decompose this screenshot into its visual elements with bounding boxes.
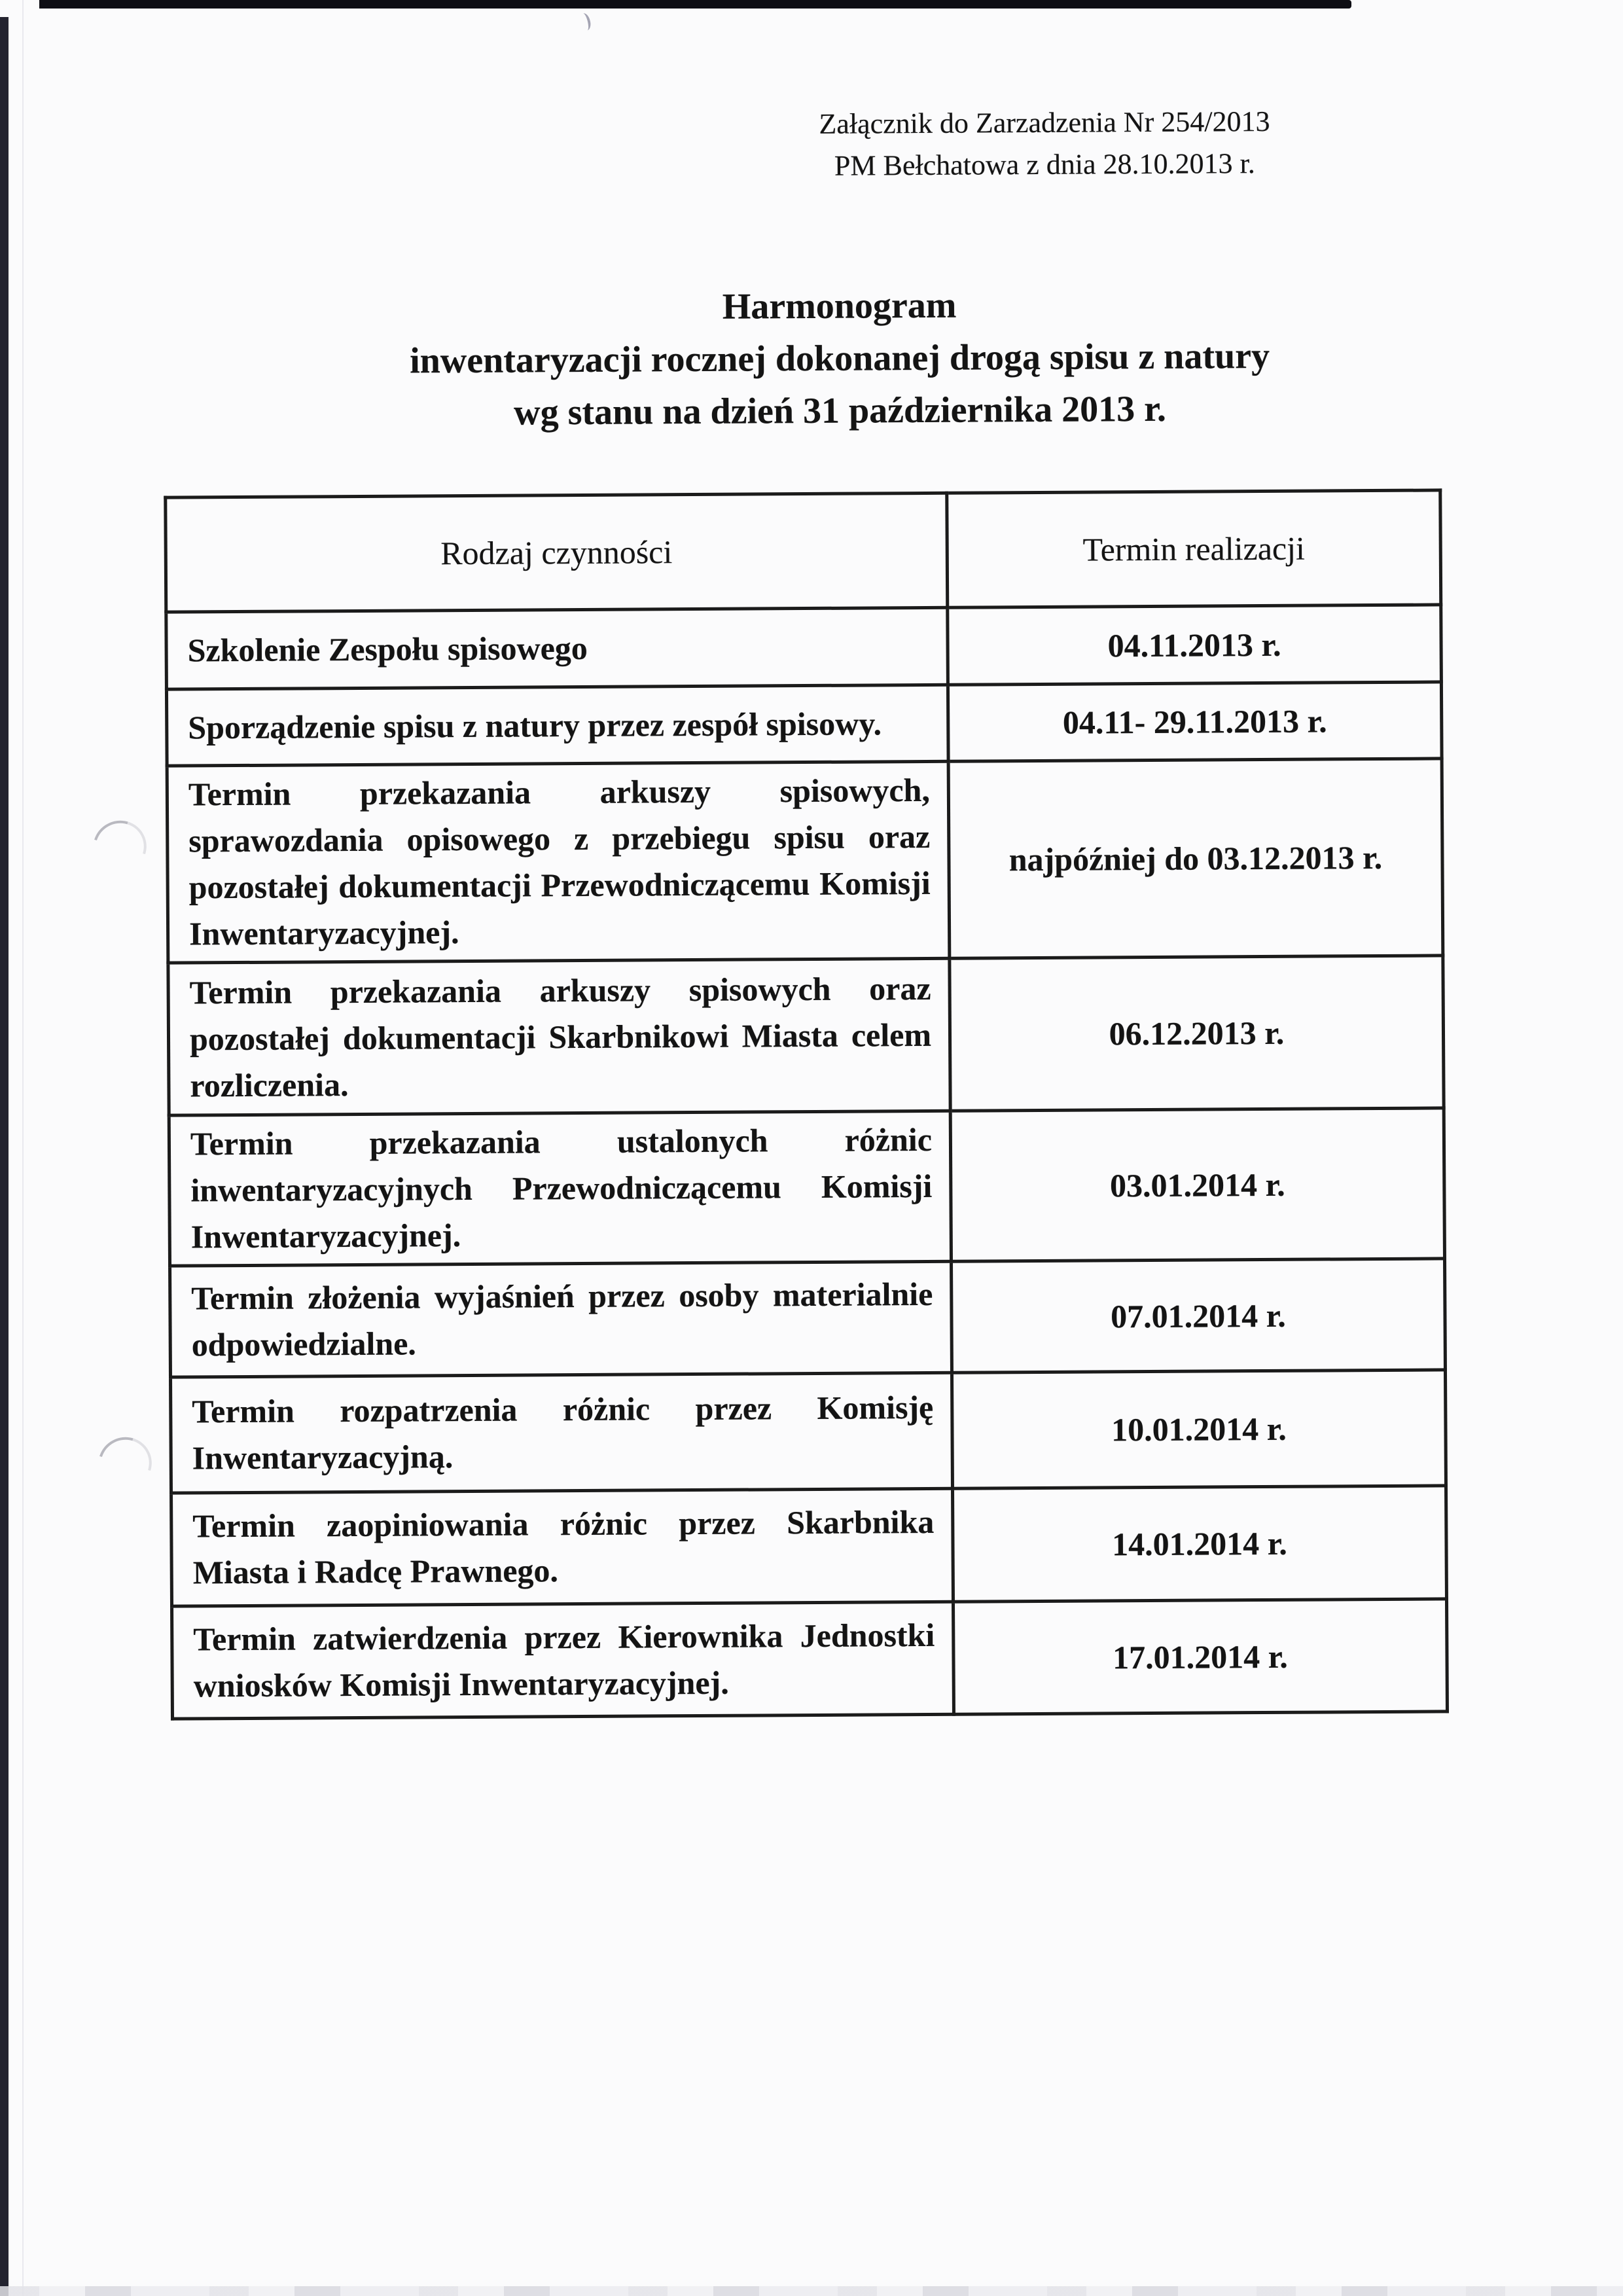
activity-cell: [171, 1372, 953, 1493]
activity-line: Termin przekazania arkuszy spisowych oraz: [189, 969, 931, 1011]
activity-line: wniosków Komisji Inwentaryzacyjnej.: [193, 1664, 729, 1704]
title-line3: wg stanu na dzień 31 października 2013 r.: [513, 388, 1167, 433]
activity-line: Inwentaryzacyjnej.: [188, 914, 459, 952]
header-deadline: Termin realizacji: [947, 490, 1441, 607]
deadline-cell: 06.12.2013 r.: [950, 956, 1444, 1111]
table-row: [171, 1486, 1447, 1606]
deadline-cell: 03.01.2014 r.: [950, 1108, 1444, 1261]
activity-line: Termin zatwierdzenia przez Kierownika Jednostki: [193, 1616, 935, 1657]
activity-line: pozostałej dokumentacji Przewodniczącemu Komisji: [188, 864, 931, 906]
activity-line: Szkolenie Zespołu spisowego: [187, 629, 588, 669]
activity-line: Termin zaopiniowania różnic przez Skarbnika: [192, 1503, 935, 1545]
title-line2: inwentaryzacji rocznej dokonanej drogą spisu z natury: [409, 335, 1270, 382]
table-header-row: [166, 490, 1441, 612]
title-line1: Harmonogram: [722, 285, 957, 327]
activity-line: Termin przekazania ustalonych różnic: [190, 1121, 933, 1162]
table-row: [168, 956, 1444, 1115]
activity-cell: [172, 1602, 954, 1719]
deadline-cell: 17.01.2014 r.: [953, 1599, 1447, 1714]
schedule-table: [164, 488, 1449, 1720]
deadline-cell: 07.01.2014 r.: [952, 1259, 1446, 1372]
activity-line: sprawozdania opisowego z przebiegu spisu oraz: [188, 817, 931, 859]
activity-cell: [168, 958, 950, 1115]
table-row: [166, 605, 1442, 689]
activity-line: Termin przekazania arkuszy spisowych,: [188, 771, 931, 813]
deadline-cell: 14.01.2014 r.: [953, 1486, 1447, 1602]
activity-cell: [166, 607, 948, 689]
activity-line: Sporządzenie spisu z natury przez zespół spisowy.: [188, 704, 882, 745]
activity-cell: [167, 761, 950, 963]
activity-line: Miasta i Radcę Prawnego.: [192, 1552, 559, 1591]
activity-cell: [169, 1111, 951, 1266]
header-activity-type: Rodzaj czynności: [166, 493, 948, 612]
table-row: [169, 1108, 1444, 1266]
activity-line: Termin złożenia wyjaśnień przez osoby materialnie: [191, 1275, 933, 1316]
activity-line: rozliczenia.: [190, 1066, 349, 1103]
attachment-note: [809, 101, 1281, 187]
scan-edge-bottom-artifact: [0, 2286, 1623, 2296]
activity-cell: [171, 1488, 954, 1606]
activity-line: Inwentaryzacyjną.: [192, 1438, 454, 1477]
activity-cell: [170, 1261, 952, 1377]
table-row: [167, 759, 1443, 963]
deadline-cell: najpóźniej do 03.12.2013 r.: [948, 759, 1443, 958]
deadline-cell: 10.01.2014 r.: [952, 1370, 1446, 1488]
document-title: [60, 276, 1618, 442]
activity-line: inwentaryzacyjnych Przewodniczącemu Komisji: [190, 1167, 933, 1209]
attachment-note-line2: PM Bełchatowa z dnia 28.10.2013 r.: [834, 147, 1255, 182]
activity-line: odpowiedzialne.: [191, 1324, 416, 1363]
attachment-note-line1: Załącznik do Zarzadzenia Nr 254/2013: [819, 105, 1270, 140]
activity-cell: [166, 685, 948, 766]
table-row: [172, 1599, 1448, 1719]
activity-line: pozostałej dokumentacji Skarbnikowi Miasta celem: [189, 1016, 932, 1057]
activity-line: Inwentaryzacyjnej.: [190, 1217, 461, 1255]
table-row: [171, 1370, 1446, 1493]
table-row: [170, 1259, 1446, 1377]
deadline-cell: 04.11.2013 r.: [948, 605, 1442, 685]
table-row: [166, 682, 1442, 766]
activity-line: Termin rozpatrzenia różnic przez Komisję: [192, 1388, 934, 1430]
deadline-cell: 04.11- 29.11.2013 r.: [948, 682, 1442, 761]
